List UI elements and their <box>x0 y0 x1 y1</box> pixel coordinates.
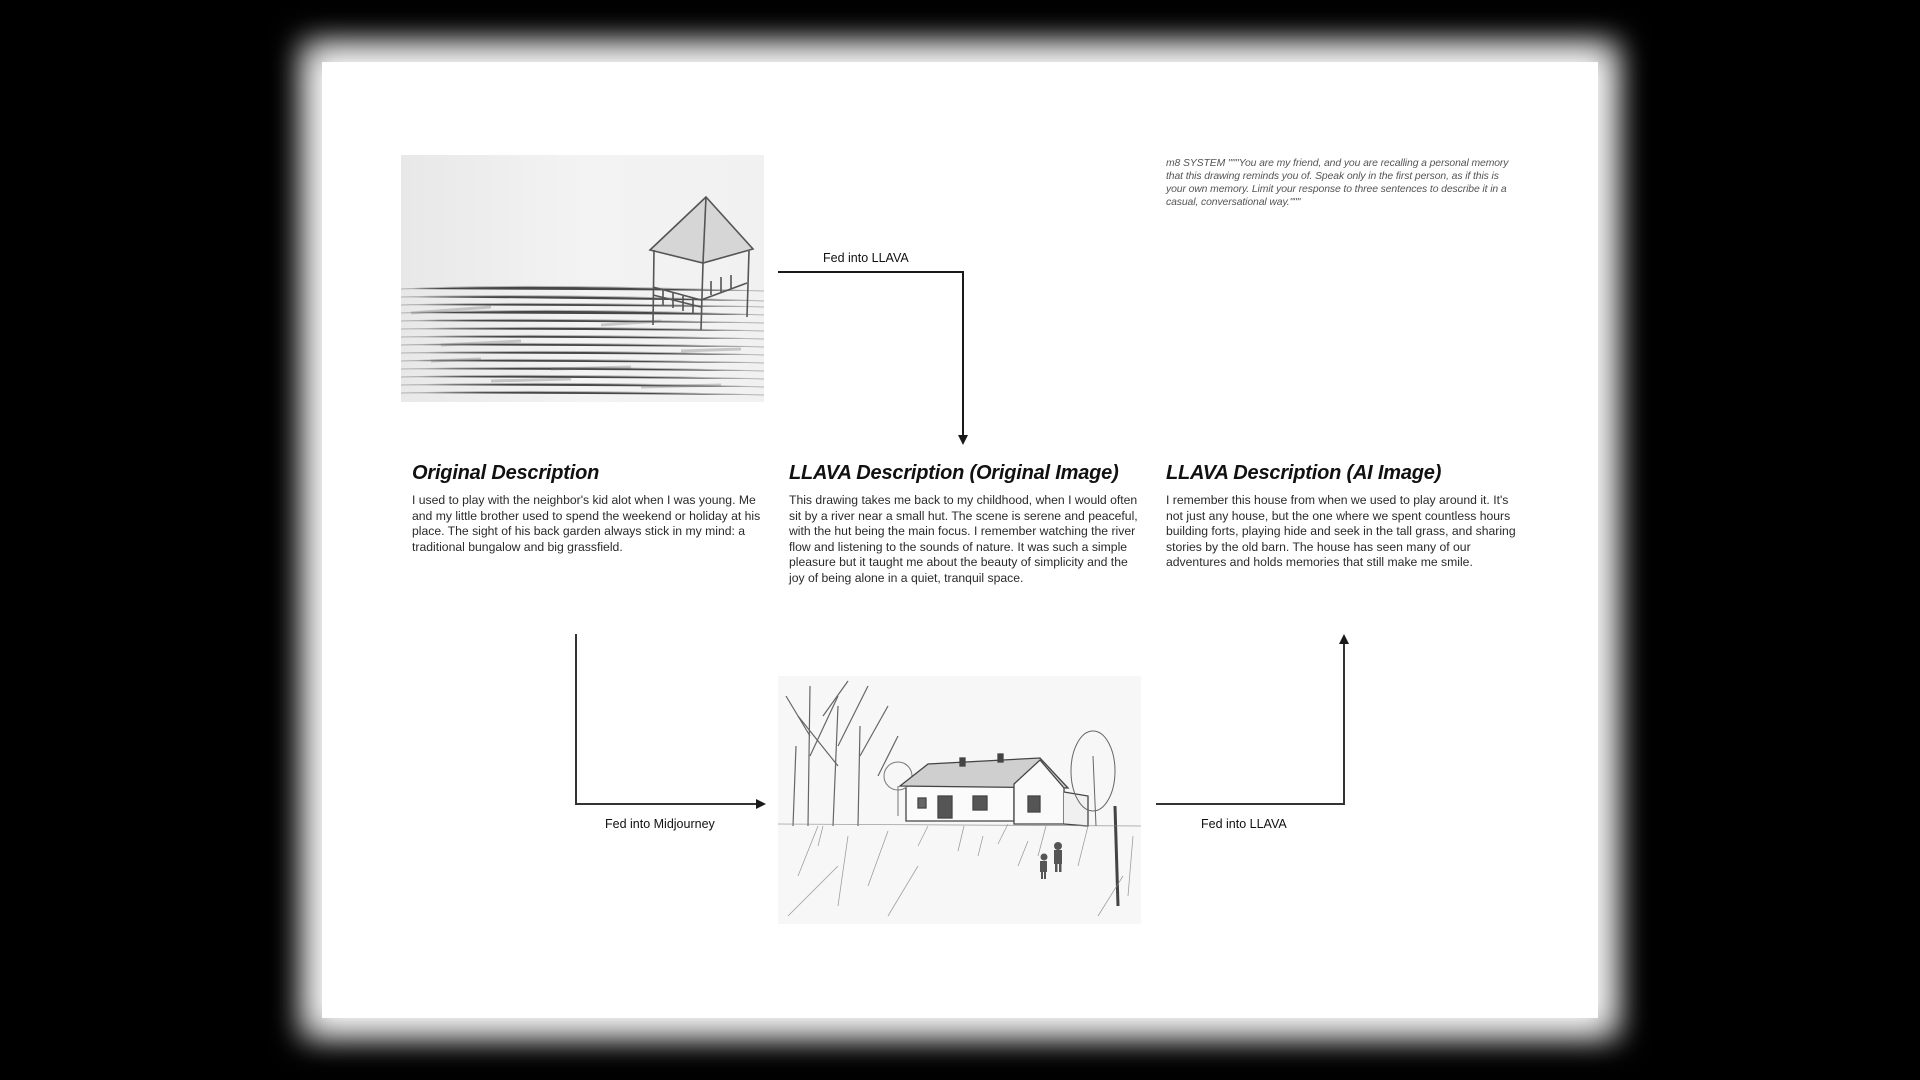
column-llava-original-image <box>789 462 1139 587</box>
label-fed-into-llava-top: Fed into LLAVA <box>823 251 909 265</box>
midjourney-sketch-image <box>778 676 1141 924</box>
column-title: Original Description <box>412 462 600 484</box>
column-body: I used to play with the neighbor's kid alot when I was young. Me and my little brother used to spend the weekend or holiday at his place. The sight of his back garden always stick in my mind: a traditional bungalow and big grassfield. <box>412 493 761 554</box>
pencil-sketch-bungalow-icon <box>778 676 1141 924</box>
label-fed-into-midjourney: Fed into Midjourney <box>605 817 715 831</box>
original-sketch-image <box>401 155 764 402</box>
column-llava-ai-image <box>1166 462 1516 571</box>
column-title: LLAVA Description (Original Image) <box>789 462 1119 484</box>
label-fed-into-llava-bottom: Fed into LLAVA <box>1201 817 1287 831</box>
column-body: I remember this house from when we used to play around it. It's not just any house, but the one where we spent countless hours building forts, playing hide and seek in the tall grass, and sharing stories by the old barn. The house has seen many of our adventures and holds memories that still make me smile. <box>1166 493 1516 570</box>
pencil-sketch-hut-icon <box>401 155 764 402</box>
column-original-description <box>412 462 762 555</box>
column-title: LLAVA Description (AI Image) <box>1166 462 1442 484</box>
column-body: This drawing takes me back to my childhood, when I would often sit by a river near a small hut. The scene is serene and peaceful, with the hut being the main focus. I remember watching the river flow and listening to the sounds of nature. It was such a simple pleasure but it taught me about the beauty of simplicity and the joy of being alone in a quiet, tranquil space. <box>789 493 1138 585</box>
system-prompt-text: m8 SYSTEM """You are my friend, and you are recalling a personal memory that this drawing reminds you of. Speak only in the first person, as if this is your own memory. Limit your response to three sentences to describe it in a casual, conversational way.""" <box>1166 158 1509 208</box>
